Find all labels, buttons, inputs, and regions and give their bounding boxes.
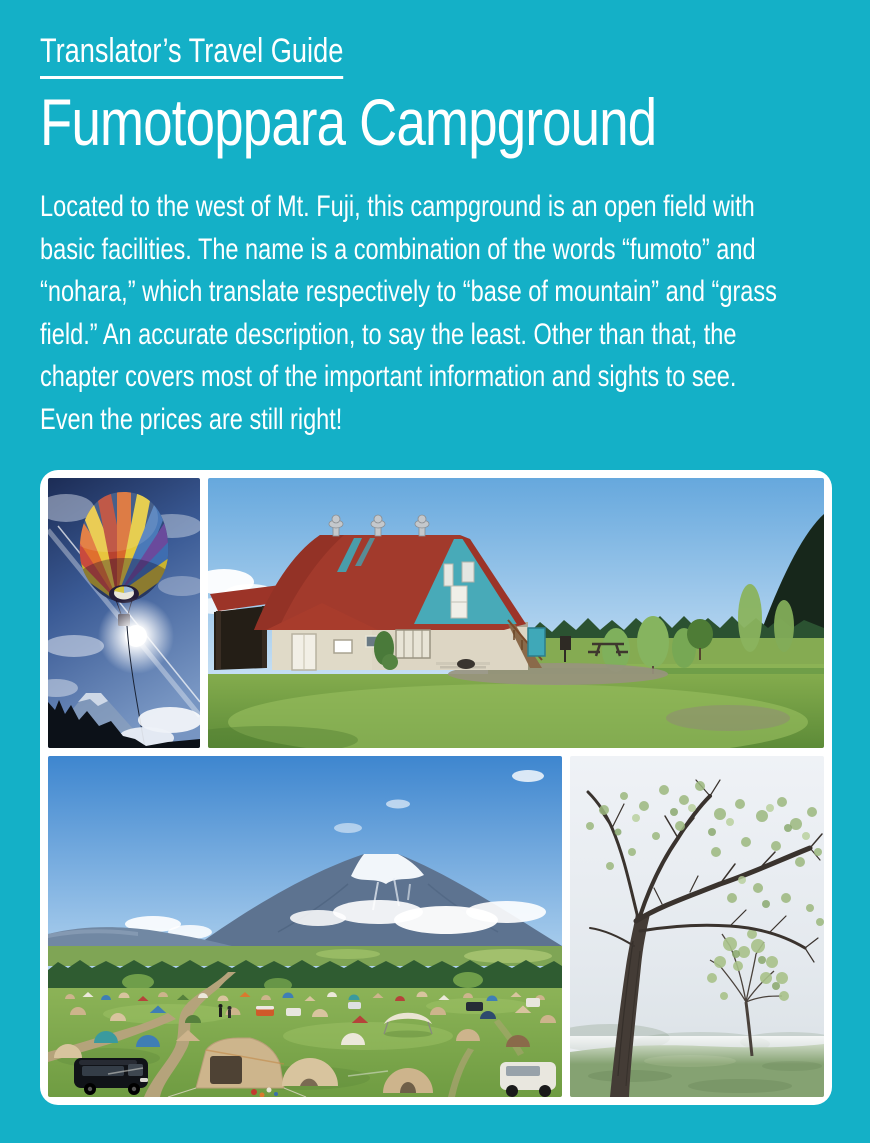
- barn-illustration: [208, 478, 824, 748]
- photo-campground-mt-fuji: [48, 756, 562, 1097]
- hot-air-balloon-illustration: [48, 478, 200, 748]
- page-title: Fumotoppara Campground: [40, 85, 657, 159]
- photo-red-roof-barn: [208, 478, 824, 748]
- page-kicker: [40, 32, 343, 79]
- campground-illustration: [48, 756, 562, 1097]
- collage-bottom-row: [48, 756, 824, 1097]
- collage-top-row: [48, 478, 824, 748]
- page-kicker-text: Translator’s Travel Guide: [40, 32, 343, 79]
- photo-hot-air-balloon: [48, 478, 200, 748]
- photo-collage: [40, 470, 832, 1105]
- photo-misty-tree: [570, 756, 824, 1097]
- misty-tree-illustration: [570, 756, 824, 1097]
- intro-paragraph: Located to the west of Mt. Fuji, this campground is an open field with basic facilities. The name is a combination of the words “fumoto” and “nohara,” which translate respectively to “base of mountain” and “grass field.” An accurate description, to say the least. Other than that, the chapter covers most of the important information and sights to see. Even the prices are still right!: [40, 190, 777, 436]
